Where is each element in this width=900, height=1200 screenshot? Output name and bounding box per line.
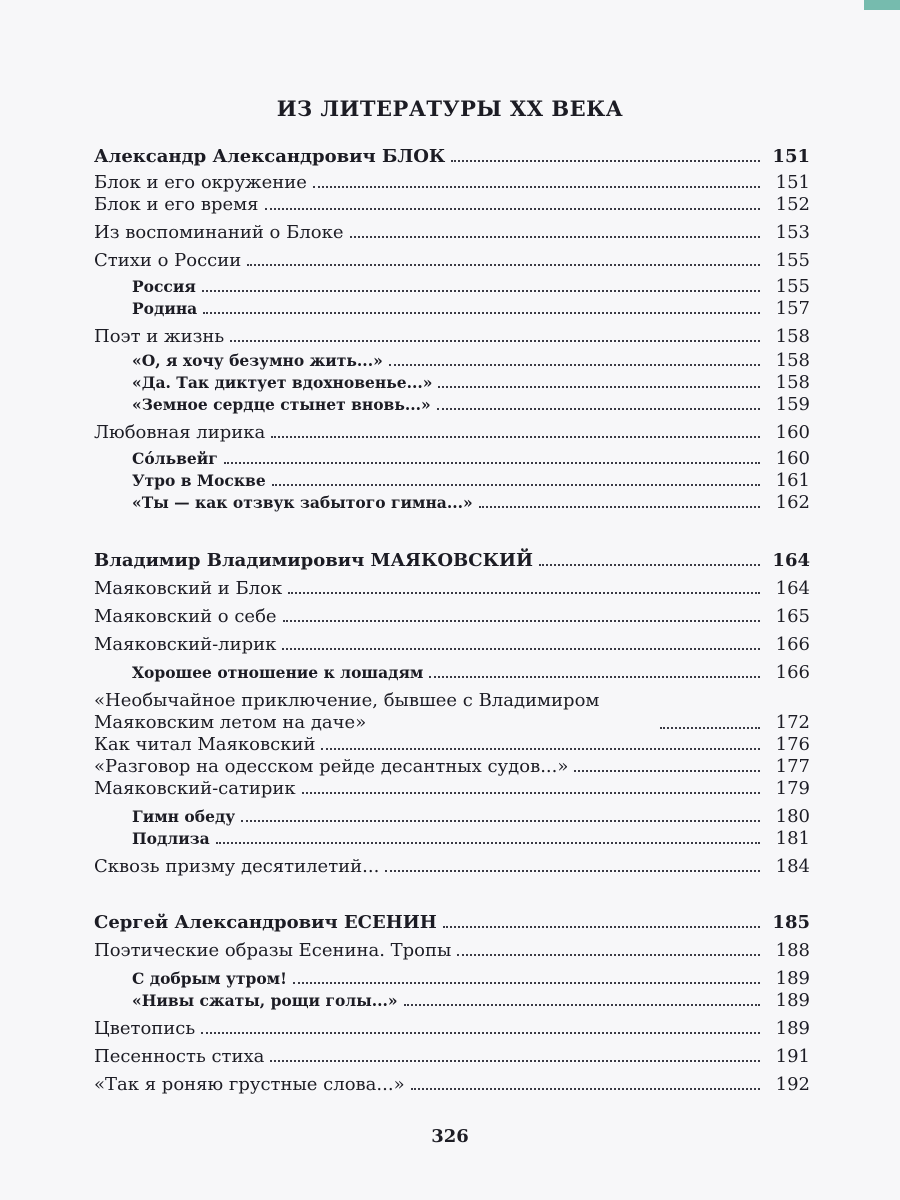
toc-entry-label: Песенность стиха — [94, 1046, 265, 1067]
toc-topic-entry — [94, 856, 810, 878]
toc-topic-entry — [94, 326, 810, 348]
toc-entry-page: 180 — [775, 806, 810, 827]
toc-entry-label: Маяковский-лирик — [94, 634, 277, 655]
toc-topic-entry — [94, 778, 810, 800]
toc-entry-page: 188 — [775, 940, 810, 961]
toc-entry-label: «Земное сердце стынет вновь...» — [132, 395, 431, 414]
dot-leader — [230, 339, 760, 342]
toc-entry-page: 157 — [775, 298, 810, 319]
dot-leader — [385, 869, 760, 872]
toc-poem-entry — [94, 448, 810, 470]
toc-topic-entry — [94, 1074, 810, 1096]
toc-entry-page: 189 — [775, 990, 810, 1011]
toc-entry-label: Родина — [132, 299, 198, 318]
toc-entry-label: «О, я хочу безумно жить...» — [132, 351, 383, 370]
toc-entry-label: Сквозь призму десятилетий... — [94, 856, 380, 877]
toc-entry-label: Любовная лирика — [94, 422, 266, 443]
toc-entry-page: 151 — [775, 172, 810, 193]
toc-entry-page: 158 — [775, 372, 810, 393]
toc-entry-label: С добрым утром! — [132, 969, 287, 988]
toc-topic-entry — [94, 194, 810, 216]
toc-author-entry — [94, 912, 810, 934]
toc-entry-label: Из воспоминаний о Блоке — [94, 222, 344, 243]
toc-entry-label: Блок и его окружение — [94, 172, 307, 193]
toc-entry-label: Гимн обеду — [132, 807, 236, 826]
dot-leader — [437, 407, 760, 410]
dot-leader — [443, 925, 760, 928]
dot-leader — [288, 591, 760, 594]
toc-entry-page: 189 — [775, 1018, 810, 1039]
toc-entry-label: Александр Александрович БЛОК — [94, 146, 446, 167]
toc-entry-label: «Ты — как отзвук забытого гимна...» — [132, 493, 473, 512]
toc-poem-entry — [94, 298, 810, 320]
dot-leader — [241, 819, 760, 822]
dot-leader — [313, 185, 760, 188]
toc-entry-label: «Разговор на одесском рейде десантных судов...» — [94, 756, 569, 777]
section-title: ИЗ ЛИТЕРАТУРЫ XX ВЕКА — [276, 96, 624, 121]
dot-leader — [202, 289, 760, 292]
toc-entry-label: Блок и его время — [94, 194, 259, 215]
toc-entry-page: 172 — [775, 712, 810, 733]
toc-topic-entry — [94, 634, 810, 656]
toc-author-entry — [94, 146, 810, 168]
toc-poem-entry — [94, 276, 810, 298]
toc-entry-page: 164 — [775, 578, 810, 599]
dot-leader — [283, 619, 760, 622]
toc-entry-page: 179 — [775, 778, 810, 799]
toc-entry-page: 152 — [775, 194, 810, 215]
toc-topic-entry — [94, 172, 810, 194]
toc-poem-entry — [94, 394, 810, 416]
toc-topic-entry — [94, 734, 810, 756]
toc-entry-page: 191 — [775, 1046, 810, 1067]
toc-topic-entry — [94, 1046, 810, 1068]
toc-entry-label: Маяковский о себе — [94, 606, 277, 627]
toc-entry-page: 158 — [775, 350, 810, 371]
dot-leader — [411, 1087, 760, 1090]
toc-entry-page: 155 — [775, 276, 810, 297]
toc-poem-entry — [94, 828, 810, 850]
dot-leader — [224, 461, 760, 464]
toc-topic-entry — [94, 940, 810, 962]
toc-author-entry — [94, 550, 810, 572]
dot-leader — [429, 675, 760, 678]
toc-entry-label: Стихи о России — [94, 250, 242, 271]
toc-entry-label: Хорошее отношение к лошадям — [132, 663, 424, 682]
toc-entry-label: Подлиза — [132, 829, 210, 848]
toc-topic-entry — [94, 422, 810, 444]
toc-poem-entry — [94, 350, 810, 372]
toc-entry-page: 153 — [775, 222, 810, 243]
toc-entry-page: 160 — [775, 448, 810, 469]
toc-entry-label: Со́львейг — [132, 449, 218, 468]
dot-leader — [293, 981, 760, 984]
page-number: 326 — [431, 1126, 469, 1147]
toc-topic-entry — [94, 690, 810, 734]
toc-entry-label: Поэтические образы Есенина. Тропы — [94, 940, 452, 961]
dot-leader — [574, 769, 760, 772]
toc-entry-label: «Так я роняю грустные слова...» — [94, 1074, 405, 1095]
table-of-contents — [94, 146, 810, 1096]
toc-entry-page: 166 — [775, 634, 810, 655]
toc-entry-page: 159 — [775, 394, 810, 415]
toc-entry-page: 161 — [775, 470, 810, 491]
dot-leader — [201, 1031, 760, 1034]
dot-leader — [479, 505, 760, 508]
dot-leader — [660, 726, 760, 729]
toc-entry-page: 165 — [775, 606, 810, 627]
toc-entry-label: Маяковский-сатирик — [94, 778, 296, 799]
toc-entry-label: «Необычайное приключение, бывшее с Владимиром Маяковским летом на даче» — [94, 690, 600, 733]
toc-entry-page: 184 — [775, 856, 810, 877]
dot-leader — [272, 483, 760, 486]
dot-leader — [451, 159, 760, 162]
dot-leader — [404, 1003, 760, 1006]
toc-entry-label: Поэт и жизнь — [94, 326, 225, 347]
toc-entry-page: 189 — [775, 968, 810, 989]
toc-topic-entry — [94, 222, 810, 244]
toc-entry-label: Сергей Александрович ЕСЕНИН — [94, 912, 437, 933]
toc-entry-page: 151 — [772, 146, 810, 167]
toc-poem-entry — [94, 990, 810, 1012]
dot-leader — [271, 435, 760, 438]
toc-entry-page: 155 — [775, 250, 810, 271]
toc-entry-label: «Да. Так диктует вдохновенье...» — [132, 373, 433, 392]
dot-leader — [265, 207, 761, 210]
toc-entry-label: Как читал Маяковский — [94, 734, 316, 755]
toc-entry-page: 177 — [775, 756, 810, 777]
toc-poem-entry — [94, 372, 810, 394]
toc-poem-entry — [94, 492, 810, 514]
dot-leader — [457, 953, 760, 956]
dot-leader — [302, 791, 760, 794]
toc-poem-entry — [94, 662, 810, 684]
toc-entry-label: Россия — [132, 277, 196, 296]
dot-leader — [203, 311, 760, 314]
dot-leader — [321, 747, 760, 750]
dot-leader — [216, 841, 760, 844]
toc-entry-label: «Нивы сжаты, рощи голы...» — [132, 991, 398, 1010]
toc-entry-page: 164 — [772, 550, 810, 571]
toc-entry-page: 166 — [775, 662, 810, 683]
toc-entry-page: 181 — [775, 828, 810, 849]
toc-topic-entry — [94, 606, 810, 628]
toc-entry-label: Маяковский и Блок — [94, 578, 283, 599]
toc-topic-entry — [94, 250, 810, 272]
toc-entry-page: 185 — [772, 912, 810, 933]
dot-leader — [389, 363, 760, 366]
toc-topic-entry — [94, 578, 810, 600]
dot-leader — [247, 263, 760, 266]
page-corner-tab — [864, 0, 900, 10]
toc-topic-entry — [94, 756, 810, 778]
dot-leader — [438, 385, 760, 388]
toc-poem-entry — [94, 968, 810, 990]
dot-leader — [350, 235, 760, 238]
toc-poem-entry — [94, 806, 810, 828]
toc-entry-page: 160 — [775, 422, 810, 443]
toc-entry-label: Цветопись — [94, 1018, 196, 1039]
dot-leader — [282, 647, 760, 650]
toc-entry-page: 158 — [775, 326, 810, 347]
toc-topic-entry — [94, 1018, 810, 1040]
toc-poem-entry — [94, 470, 810, 492]
toc-entry-page: 176 — [775, 734, 810, 755]
dot-leader — [539, 563, 760, 566]
dot-leader — [270, 1059, 760, 1062]
toc-entry-page: 192 — [775, 1074, 810, 1095]
toc-entry-label: Владимир Владимирович МАЯКОВСКИЙ — [94, 550, 533, 571]
toc-entry-label: Утро в Москве — [132, 471, 266, 490]
toc-entry-page: 162 — [775, 492, 810, 513]
